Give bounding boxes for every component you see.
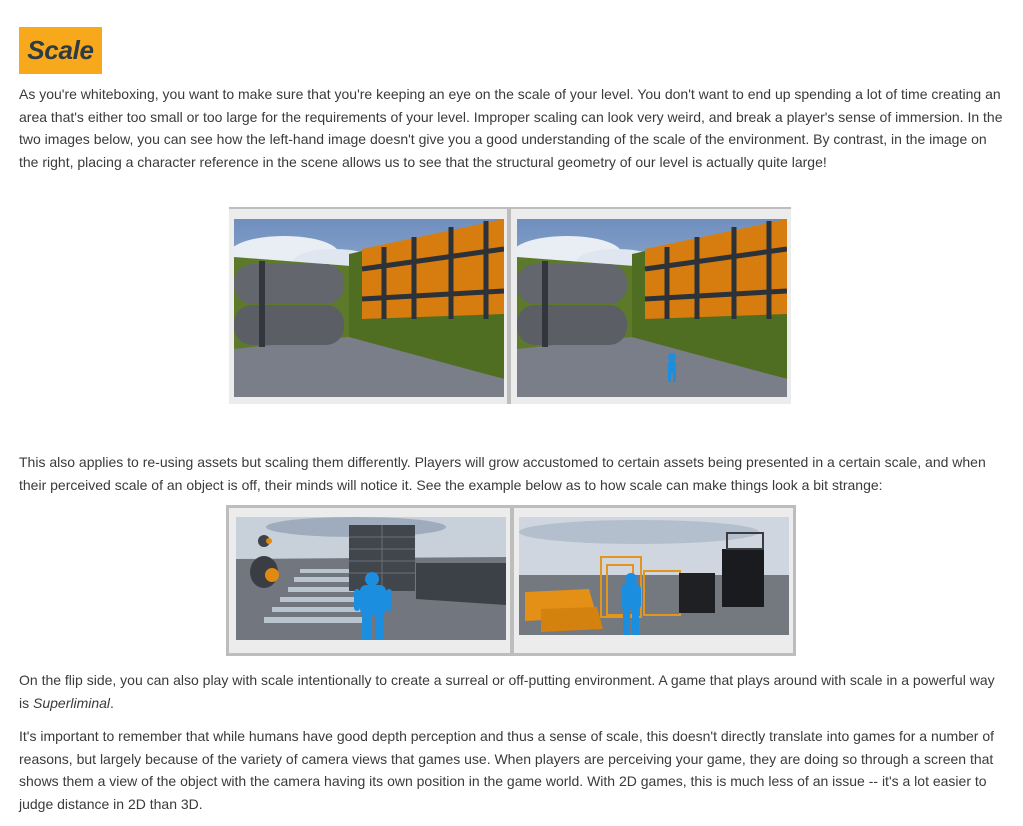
image-with-character xyxy=(517,219,787,397)
image-stairs-character xyxy=(236,517,506,640)
game-title-superliminal: Superliminal xyxy=(33,694,111,711)
section-heading-box xyxy=(19,27,102,74)
figure-scale-comparison xyxy=(229,207,791,404)
paragraph-intro: As you're whiteboxing, you want to make sure that you're keeping an eye on the scale of your level. You don't want to end up spending a lot of time creating an area that's either too small or too large for the requirements of your level. Improper scaling can look very weird, and break a player's sense of immersion. In the two images below, you can see how the left-hand image doesn't give you a good understanding of the scale of the environment. By contrast, in the image on the right, placing a character reference in the scene allows us to see that the structural geometry of our level is actually quite large! xyxy=(19,86,1003,170)
paragraph-surreal-text: On the flip side, you can also play with scale intentionally to create a surreal or off-putting environment. A game that plays around with scale in a powerful way is xyxy=(19,672,995,711)
paragraph-surreal-end: . xyxy=(110,694,114,711)
paragraph-asset-reuse: This also applies to re-using assets but scaling them differently. Players will grow accustomed to certain assets being presented in a certain scale, and when their perceived scale of an object is off, their minds will notice it. See the example below as to how scale can make things look a bit strange: xyxy=(19,454,986,493)
paragraph-depth-perception: It's important to remember that while humans have good depth perception and thus a sense of scale, this doesn't directly translate into games for a number of reasons, but largely because of the variety of camera views that games use. When players are perceiving your game, they are doing so through a screen that shows them a view of the object with the camera having its own position in the game world. With 2D games, this is much less of an issue -- it's a lot easier to judge distance in 2D than 3D. xyxy=(19,728,994,812)
image-no-character xyxy=(234,219,504,397)
image-barriers-character xyxy=(519,517,789,635)
figure-divider xyxy=(507,209,511,404)
figure-divider xyxy=(510,508,514,653)
section-title: Scale xyxy=(27,35,94,65)
figure-asset-scale xyxy=(226,505,796,656)
paragraph-surreal xyxy=(19,669,1004,714)
